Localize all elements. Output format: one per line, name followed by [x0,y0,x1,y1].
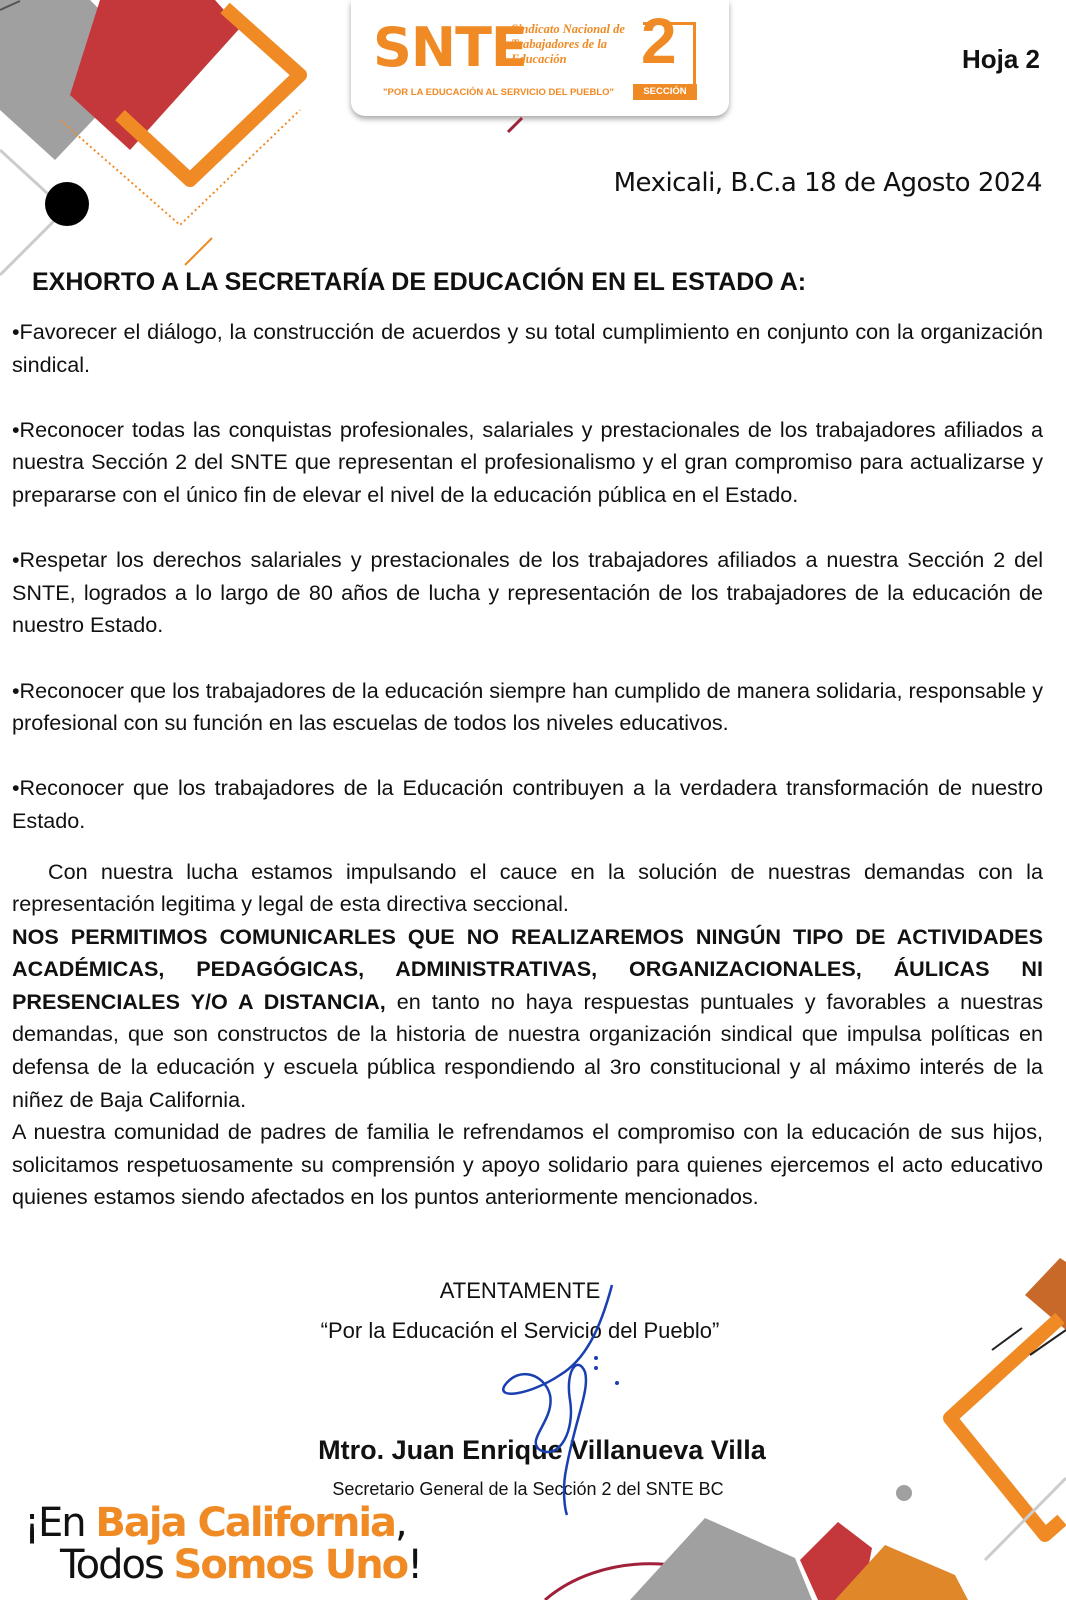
section-label: SECCIÓN [633,84,697,100]
logo-motto: "POR LA EDUCACIÓN AL SERVICIO DEL PUEBLO" [383,87,615,98]
logo-acronym: SNTE [373,16,527,79]
signatory-name: Mtro. Juan Enrique Villanueva Villa [318,1435,766,1465]
bullet-item: •Favorecer el diálogo, la construcción de acuerdos y su total cumplimiento en conjunto con la organización sindical. [12,319,1043,377]
slogan-text: ! [407,1542,422,1588]
signature-quote: “Por la Educación el Servicio del Pueblo” [320,1318,720,1343]
decorative-shapes-top-left [0,0,320,290]
slogan-text: , [395,1500,406,1546]
closing-paragraph-parents: A nuestra comunidad de padres de familia le refrendamos el compromiso con la educación de sus hijos, solicitamos respetuosamente su comprensión y apoyo solidario para quienes ejercemos el acto educativo quienes estamos siendo afectados en los puntos anteriormente mencionados. [12,1119,1043,1210]
announcement-bold: NOS PERMITIMOS COMUNICARLES QUE NO REALIZAREMOS NINGÚN TIPO DE ACTIVIDADES ACADÉMICAS, PEDAGÓGICAS, ADMINISTRATIVAS, ORGANIZACIONALES, ÁULICAS NI PRESENCIALES Y/O A DISTANCIA, [12,923,1043,1014]
bullet-item: •Reconocer que los trabajadores de la educación siempre han cumplido de manera solidaria, responsable y profesional con su función en las escuelas de todos los niveles educativos. [12,677,1043,736]
letter-title: EXHORTO A LA SECRETARÍA DE EDUCACIÓN EN EL ESTADO A: [32,268,807,296]
letter-body [12,316,1043,1214]
bullet-item: •Reconocer todas las conquistas profesionales, salariales y prestacionales de los trabajadores afiliados a nuestra Sección 2 del SNTE que representan el profesionalismo y el gran compromiso para actualizarse y prepararse con el único fin de elevar el nivel de la educación pública en el Estado. [12,416,1043,507]
bullet-item: •Reconocer que los trabajadores de la Educación contribuyen a la verdadera transformación de nuestro Estado. [12,775,1043,833]
slogan-text: ¡En [24,1500,96,1546]
slogan-text: Todos [60,1542,174,1588]
snte-logo [351,0,729,116]
closing-paragraph-announcement [12,921,1043,1117]
page-label: Hoja 2 [961,44,1040,74]
closing-paragraph: Con nuestra lucha estamos impulsando el cauce en la solución de nuestras demandas con la representación legitima y legal de esta directiva seccional. [12,858,1043,917]
footer-slogan [24,1502,421,1586]
sign-off: ATENTAMENTE [439,1278,601,1303]
section-number: 2 [641,5,677,77]
bullet-item: •Respetar los derechos salariales y prestacionales de los trabajadores afiliados a nuestra Sección 2 del SNTE, logrados a lo largo de 80 años de lucha y representación de los trabajadores de la educación de nuestro Estado. [12,547,1043,638]
announcement-rest: en tanto no haya respuestas puntuales y favorables a nuestras demandas, que son constructos de la historia de nuestra organización sindical que impulsa políticas en defensa de la educación y escuela pública respondiendo al 3ro constitucional y al máximo interés de la niñez de Baja California. [12,988,1043,1112]
logo-full-name: Sindicato Nacional de Trabajadores de la Educación [511,22,625,66]
slogan-highlight: Somos Uno [173,1542,408,1588]
signatory-role: Secretario General de la Sección 2 del SNTE BC [332,1479,724,1499]
date-line: Mexicali, B.C.a 18 de Agosto 2024 [613,168,1042,198]
slogan-highlight: Baja California [95,1500,396,1546]
